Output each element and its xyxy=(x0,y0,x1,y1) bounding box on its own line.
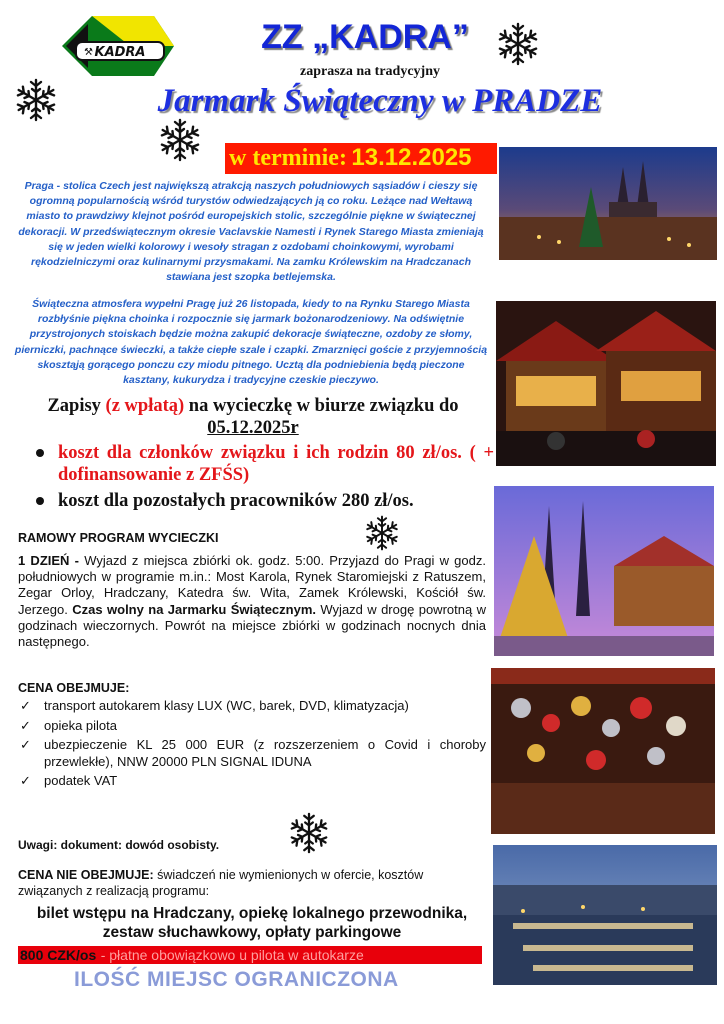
date-prefix: w terminie: xyxy=(229,145,347,171)
cost-members: koszt dla członków związku i ich rodzin 80 zł/os. ( + dofinansowanie z ZFŚS) xyxy=(34,442,494,486)
christmas-tree-photo xyxy=(494,486,714,656)
day-label: 1 DZIEŃ - xyxy=(18,553,79,568)
notes: Uwagi: dokument: dowód osobisty. xyxy=(18,838,220,852)
signup-info xyxy=(16,395,490,439)
snowflake-icon xyxy=(158,118,202,162)
date-banner xyxy=(225,143,497,174)
excluded-text: świadczeń nie wymienionych w ofercie, kosztów związanych z realizacją programu: xyxy=(18,868,424,898)
signup-deadline: 05.12.2025r xyxy=(207,418,299,438)
program-text-1: Wyjazd z miejsca zbiórki ok. godz. 5:00. Przyjazd do Pragi w godz. południowych w programie m.in.: xyxy=(18,553,486,585)
ornaments-stall-photo xyxy=(491,668,715,834)
intro-paragraph-2: Świąteczna atmosfera wypełni Pragę już 26 listopada, kiedy to na Rynku Starego Miasta rozbłyśnie piękna choinka i rozpocznie się jarmark bożonarodzeniowy. Na odświętnie przystrojonych stoiskach będzie można zakupić dekoracje świąteczne, ozdoby ze słomy, pierniczki, pachnące świeczki, a także ciepłe szale i czapki. Zmarznięci goście z przyjemnością skosztąją gorącego ponczu czy miodu pitnego. Ucztą dla podniebienia będą pieczone kasztany, kukurydza i tradycyjne czeskie pieczywo. xyxy=(14,298,488,387)
snowflake-icon xyxy=(364,515,400,551)
intro-paragraph-1: Praga - stolica Czech jest największą atrakcją naszych południowych sąsiadów i cieszy się ogromną popularnością wśród turystów odwiedzających ją co roku. Leżące nad Wełtawą miasto to prawdziwy klejnot pośród europejskich stolic, szczególnie piękne w świątecznej dekoracji. W przedświątecznym okresie Vaclavskie Namesti i Rynek Starego Miasta zmieniają się w jeden wielki kolorowy i wesoły stragan z ozdobami choinkowymi, wyrobami rękodzielniczymi oraz kulinarnymi przysmakami. Na zamku Królewskim na Hradczanach stawiana jest szopka betlejemska. xyxy=(18,180,484,284)
program-title: RAMOWY PROGRAM WYCIECZKI xyxy=(18,531,219,545)
free-time-note: Czas wolny na Jarmarku Świątecznym. xyxy=(72,601,316,617)
event-date: 13.12.2025 xyxy=(351,144,472,171)
snowflake-icon xyxy=(14,78,58,122)
included-item: ✓ ubezpieczenie KL 25 000 EUR (z rozszerzeniem o Covid i choroby przewlekłe), NNW 20000 PLN SIGNAL IDUNA xyxy=(20,737,486,770)
program-day-1 xyxy=(18,553,486,650)
program-sights: Most Karola, Rynek Staromiejski z Ratuszem, Zegar Orloy, Hradczany, Katedra św. Wita, Zamek Królewski, Kościół św. Jerzego. xyxy=(18,569,486,617)
cost-others: koszt dla pozostałych pracowników 280 zł/os. xyxy=(34,490,494,512)
signup-location: na wycieczkę w biurze związku do xyxy=(188,396,459,416)
kadra-logo xyxy=(58,12,178,80)
czk-fee: 800 CZK/os xyxy=(20,947,97,963)
included-item: ✓ podatek VAT xyxy=(20,773,486,790)
excluded-costs: bilet wstępu na Hradczany, opiekę lokalnego przewodnika, zestaw słuchawkowy, opłaty parkingowe xyxy=(36,905,468,941)
svg-text:⚒: ⚒ xyxy=(84,47,93,58)
czk-fee-banner xyxy=(18,946,482,964)
limited-seats: ILOŚĆ MIEJSC OGRANICZONA xyxy=(74,968,399,991)
market-stalls-photo xyxy=(496,301,716,466)
snowflake-icon xyxy=(496,22,540,66)
excluded-info xyxy=(18,868,486,899)
included-item: ✓ opieka pilota xyxy=(20,718,486,735)
snowflake-icon xyxy=(288,812,330,854)
included-title: CENA OBEJMUJE: xyxy=(18,681,130,695)
czk-fee-note: - płatne obowiązkowo u pilota w autokarze xyxy=(100,947,364,963)
signup-with-payment: (z wpłatą) xyxy=(105,396,185,416)
included-item: ✓ transport autokarem klasy LUX (WC, barek, DVD, klimatyzacja) xyxy=(20,698,486,715)
signup-label: Zapisy xyxy=(47,396,101,416)
prague-bridges-photo xyxy=(493,845,717,985)
prague-square-photo xyxy=(499,147,717,260)
organizer-name: ZZ „KADRA” xyxy=(261,18,469,56)
event-title: Jarmark Świąteczny w PRADZE xyxy=(157,83,603,119)
svg-text:KADRA: KADRA xyxy=(94,45,146,60)
included-list xyxy=(20,698,486,793)
invite-line: zaprasza na tradycyjny xyxy=(300,64,440,79)
cost-list xyxy=(34,442,494,512)
program-text-3: Wyjazd w drogę powrotną w godzinach wieczornych. Powrót na miejsce zbiórki w godzinach nocnych dnia następnego. xyxy=(18,601,486,650)
excluded-label: CENA NIE OBEJMUJE: xyxy=(18,868,154,882)
